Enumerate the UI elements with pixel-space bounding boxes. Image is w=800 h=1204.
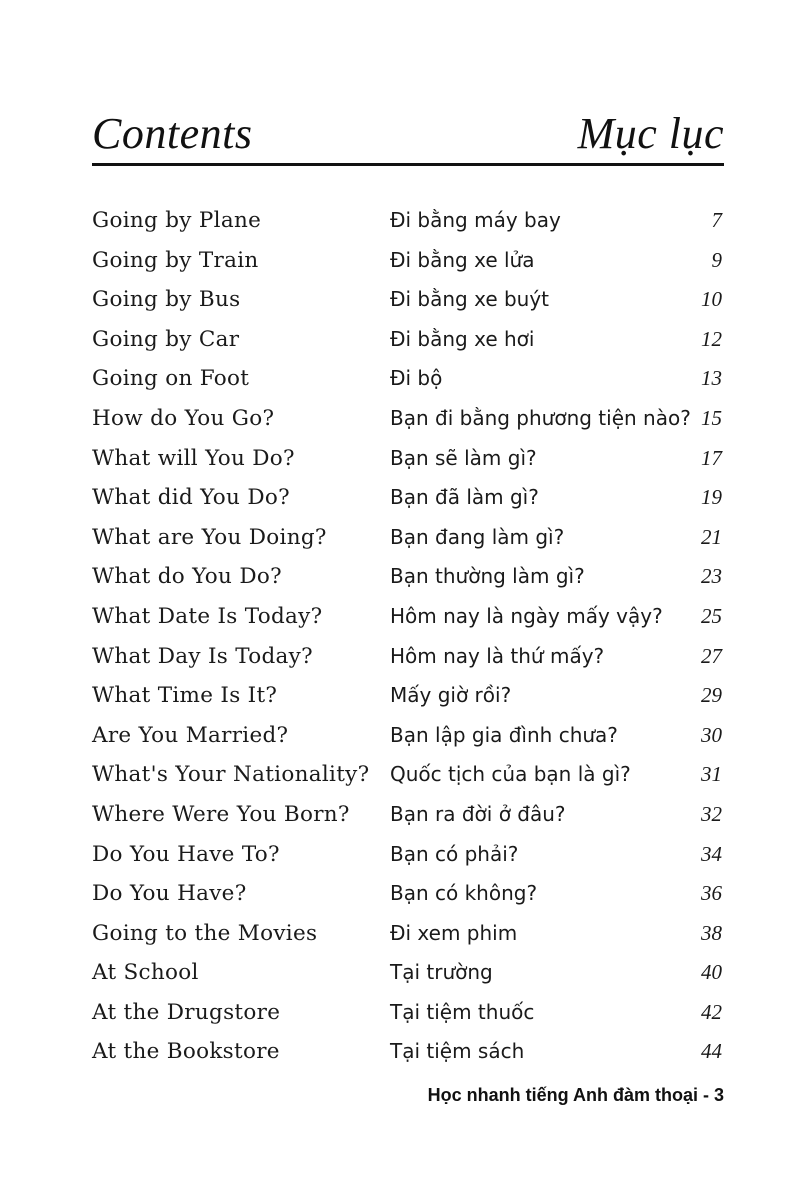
toc-entry-vietnamese-title: Hôm nay là ngày mấy vậy? [390,603,663,628]
toc-entry-english-title: At the Drugstore [92,999,281,1025]
toc-entry-page-number: 23 [701,564,722,589]
toc-entry [92,201,724,241]
toc-entry-page-number: 40 [701,960,722,985]
toc-entry [92,359,724,399]
toc-entry-page-number: 31 [701,762,722,787]
toc-entry [92,835,724,875]
toc-entry-vietnamese-title: Bạn ra đời ở đâu? [390,801,566,826]
toc-entry-page-number: 36 [701,881,722,906]
toc-entry-vietnamese-title: Bạn đã làm gì? [390,485,539,510]
toc-entry-english-title: Going on Foot [92,366,250,392]
table-of-contents [92,201,724,1072]
toc-entry-page-number: 12 [701,326,722,351]
toc-entry [92,953,724,993]
toc-entry-vietnamese-title: Quốc tịch của bạn là gì? [390,762,631,787]
toc-entry-english-title: At School [92,960,199,986]
toc-entry-english-title: What did You Do? [92,485,290,511]
toc-entry-page-number: 9 [711,247,722,272]
toc-entry [92,478,724,518]
toc-entry [92,914,724,954]
toc-entry-vietnamese-title: Đi bằng xe buýt [390,287,550,312]
toc-entry-english-title: What's Your Nationality? [92,762,370,788]
heading-vietnamese: Mục lục [577,109,724,158]
toc-entry-english-title: Do You Have To? [92,841,280,867]
toc-entry-page-number: 17 [701,445,722,470]
toc-entry-english-title: Going to the Movies [92,920,318,946]
toc-entry-vietnamese-title: Đi bằng xe lửa [390,247,535,272]
toc-entry [92,993,724,1033]
toc-entry [92,874,724,914]
toc-entry-vietnamese-title: Mấy giờ rồi? [390,683,512,708]
toc-entry-vietnamese-title: Bạn đang làm gì? [390,524,565,549]
toc-entry [92,795,724,835]
toc-entry-english-title: What will You Do? [92,445,295,471]
toc-entry-page-number: 10 [701,287,722,312]
toc-entry-vietnamese-title: Tại tiệm thuốc [390,999,535,1024]
toc-entry-page-number: 30 [701,722,722,747]
toc-entry-page-number: 15 [701,405,722,430]
toc-entry [92,320,724,360]
toc-entry-vietnamese-title: Tại trường [390,960,493,985]
toc-entry-page-number: 29 [701,683,722,708]
toc-entry [92,676,724,716]
toc-entry [92,755,724,795]
toc-entry-vietnamese-title: Bạn sẽ làm gì? [390,445,537,470]
toc-entry-vietnamese-title: Bạn có không? [390,881,538,906]
toc-entry [92,280,724,320]
toc-entry [92,1032,724,1072]
toc-entry-english-title: Going by Train [92,247,259,273]
toc-entry [92,597,724,637]
toc-entry-english-title: What do You Do? [92,564,282,590]
heading-english: Contents [92,109,253,158]
toc-entry-page-number: 13 [701,366,722,391]
toc-entry-english-title: What Time Is It? [92,683,278,709]
toc-entry-vietnamese-title: Bạn có phải? [390,841,519,866]
page-footer: Học nhanh tiếng Anh đàm thoại - 3 [427,1085,724,1105]
toc-entry-vietnamese-title: Tại tiệm sách [390,1039,525,1064]
toc-entry-vietnamese-title: Bạn đi bằng phương tiện nào? [390,405,691,430]
toc-entry-english-title: What Date Is Today? [92,603,323,629]
heading-divider [92,163,724,166]
toc-entry-page-number: 7 [711,208,722,232]
toc-entry-page-number: 25 [701,603,722,628]
toc-entry-vietnamese-title: Bạn lập gia đình chưa? [390,722,618,747]
toc-entry-english-title: Do You Have? [92,881,247,907]
contents-heading [92,106,724,166]
toc-entry [92,716,724,756]
toc-entry-page-number: 19 [701,485,722,510]
toc-entry-vietnamese-title: Đi bộ [390,366,443,391]
toc-entry-page-number: 42 [701,999,722,1024]
toc-entry [92,439,724,479]
toc-entry-vietnamese-title: Đi bằng máy bay [390,208,561,232]
toc-entry [92,241,724,281]
toc-entry-page-number: 44 [701,1039,722,1064]
toc-entry-english-title: Are You Married? [92,722,289,748]
toc-entry-english-title: At the Bookstore [92,1039,280,1065]
toc-entry-english-title: Going by Bus [92,287,241,313]
toc-entry-english-title: What Day Is Today? [92,643,313,669]
toc-entry-vietnamese-title: Bạn thường làm gì? [390,564,585,589]
toc-entry-vietnamese-title: Đi xem phim [390,920,518,945]
toc-entry-english-title: Going by Car [92,326,240,352]
toc-entry-page-number: 38 [701,920,722,945]
toc-entry-page-number: 32 [701,801,722,826]
toc-entry [92,399,724,439]
toc-entry-page-number: 34 [701,841,722,866]
toc-entry-page-number: 21 [701,524,722,549]
toc-entry [92,557,724,597]
toc-entry-english-title: What are You Doing? [92,524,327,550]
toc-entry-english-title: Where Were You Born? [92,801,350,827]
toc-entry-vietnamese-title: Đi bằng xe hơi [390,326,535,351]
toc-entry-english-title: How do You Go? [92,405,275,431]
toc-entry [92,518,724,558]
toc-entry-english-title: Going by Plane [92,208,262,233]
toc-entry-vietnamese-title: Hôm nay là thứ mấy? [390,643,605,668]
toc-entry-page-number: 27 [701,643,722,668]
toc-entry [92,637,724,677]
